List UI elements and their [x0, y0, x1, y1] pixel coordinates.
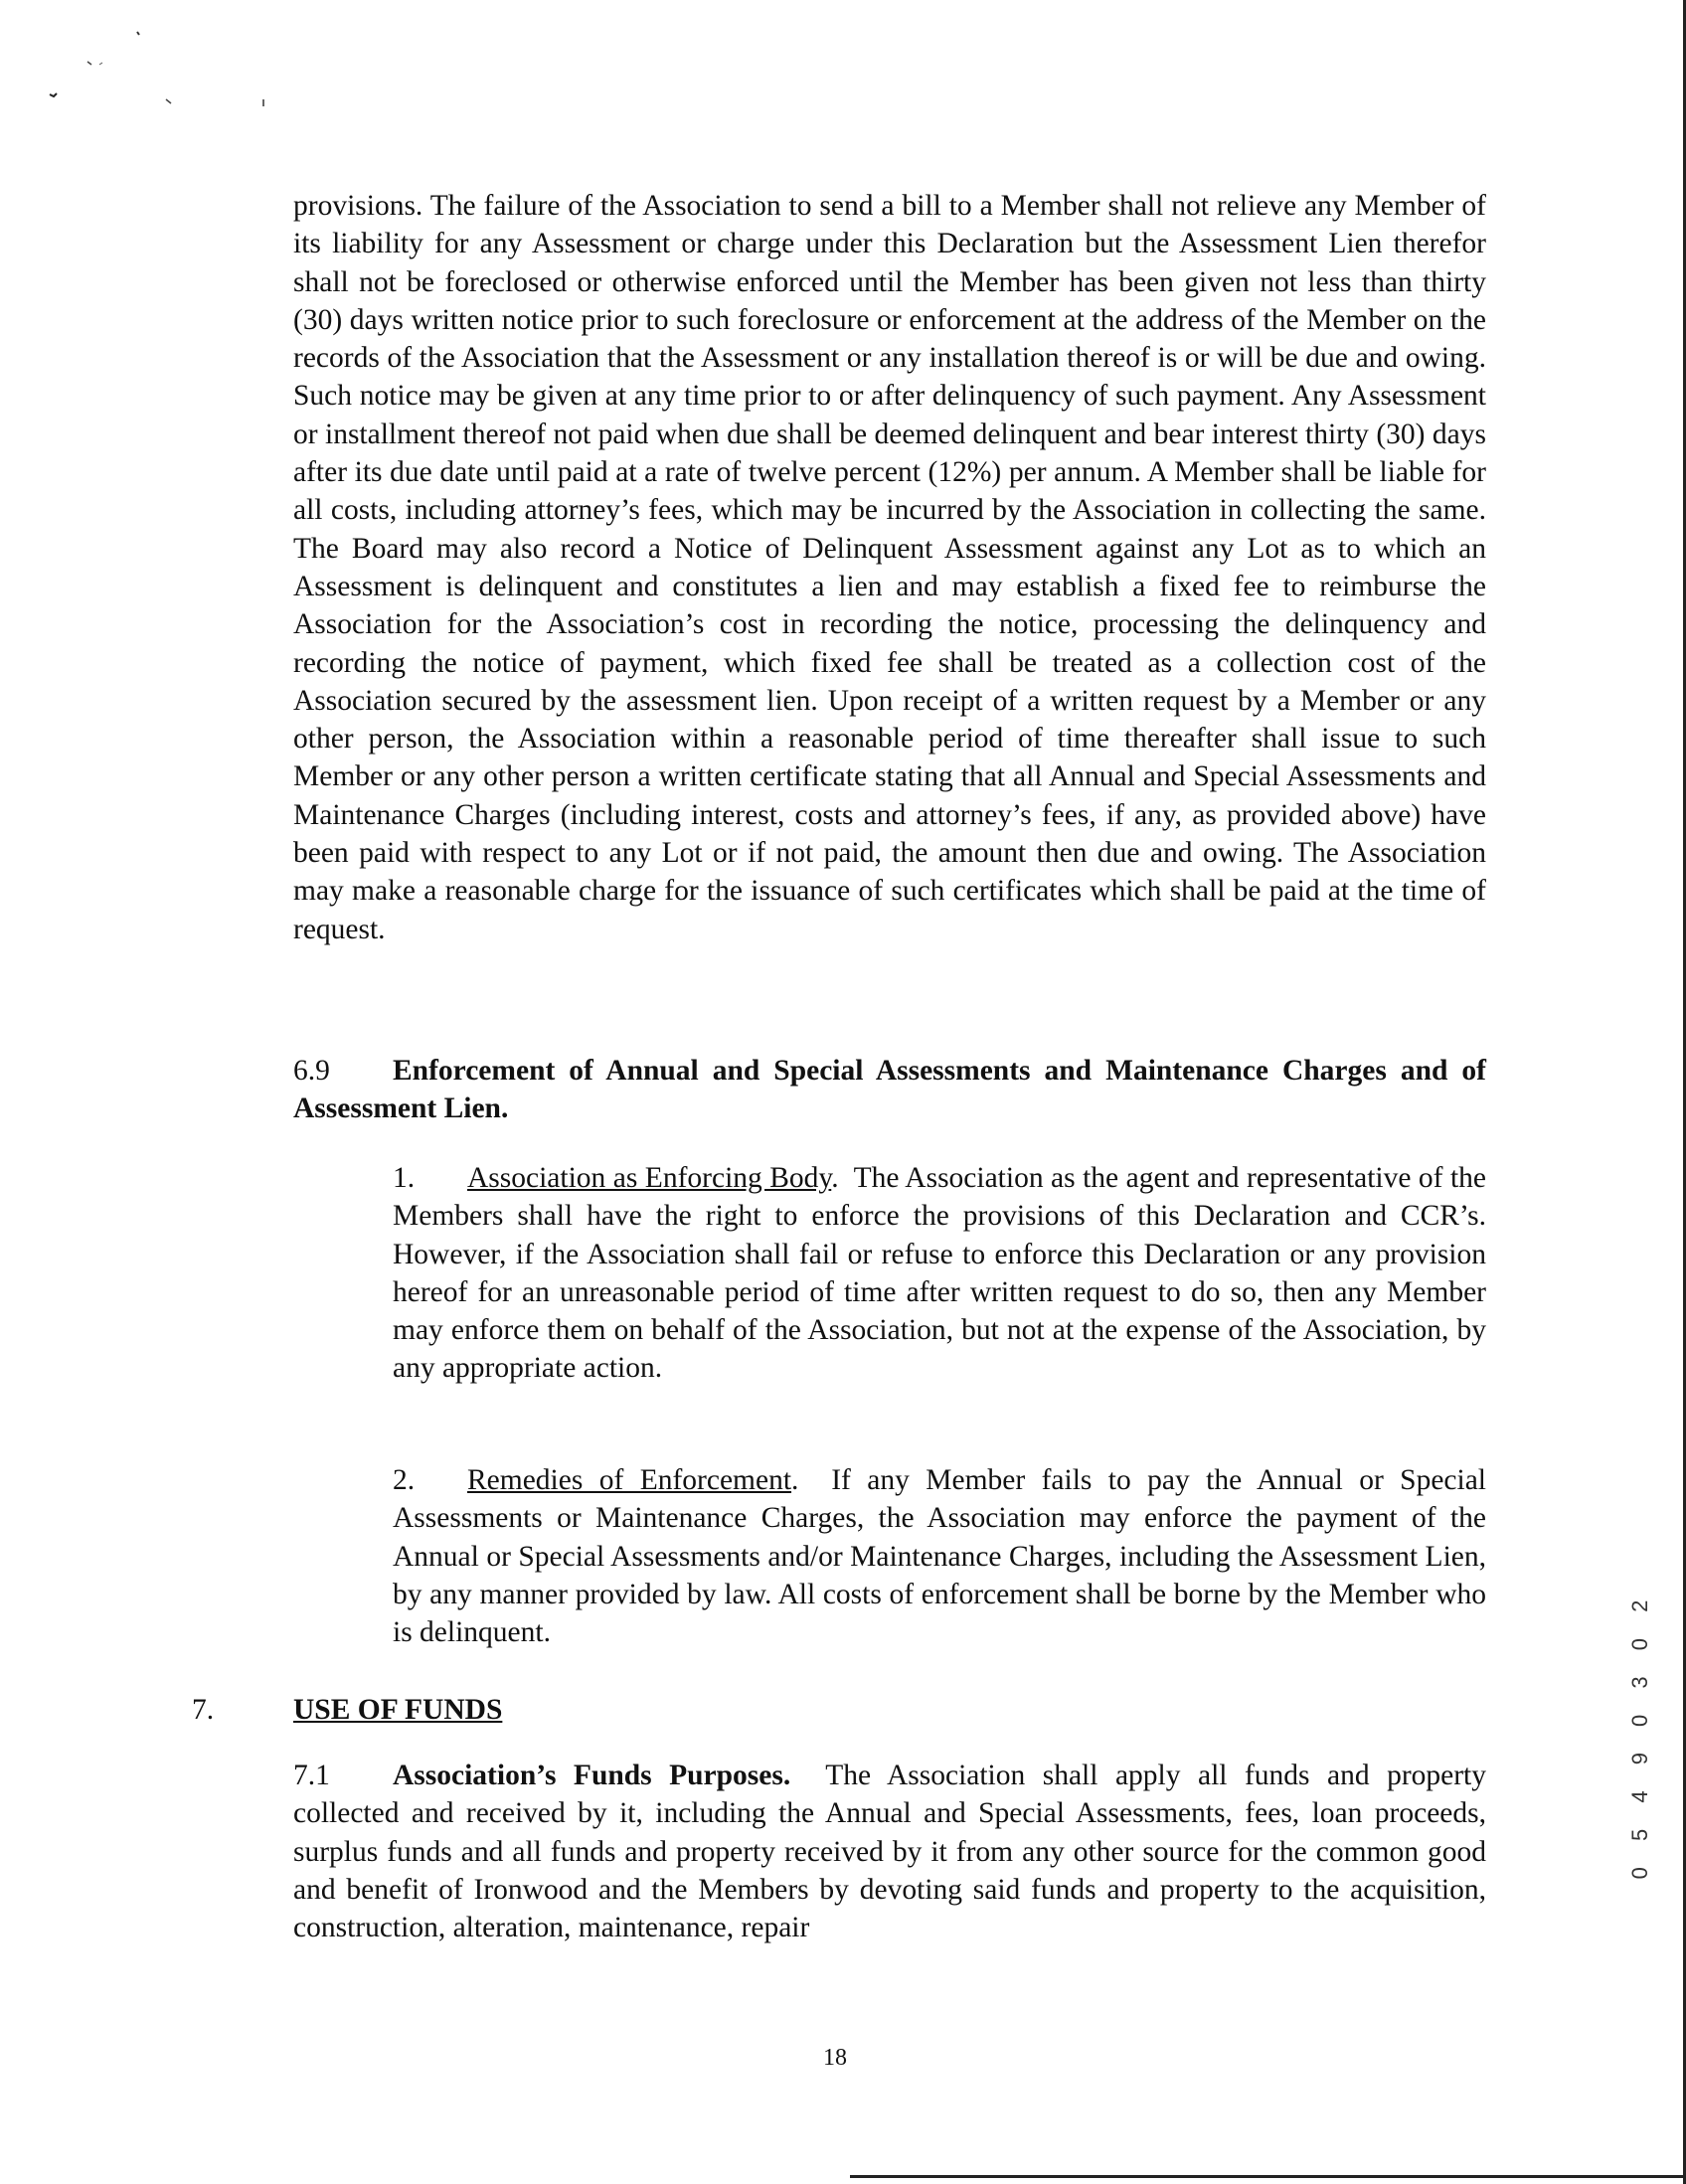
section-7-title: USE OF FUNDS [293, 1694, 503, 1726]
section-number: 6.9 [293, 1055, 330, 1087]
section-title: Enforcement of Annual and Special Assessments and Maintenance Charges and of Assessment Lien. [293, 1055, 1486, 1125]
continuation-paragraph: provisions. The failure of the Association to send a bill to a Member shall not relieve any Member of its liability for any Assessment or charge under this Declaration but the Assessment Lien therefor shall not be foreclosed or otherwise enforced until the Member has been given not less than thirty (30) days written notice prior to such foreclosure or enforcement at the address of the Member on the records of the Association that the Assessment or any installation thereof is or will be due and owing. Such notice may be given at any time prior to or after delinquency of such payment. Any Assessment or installment thereof not paid when due shall be deemed delinquent and bear interest thirty (30) days after its due date until paid at a rate of twelve percent (12%) per annum. A Member shall be liable for all costs, including attorney’s fees, which may be incurred by the Association in collecting the same. The Board may also record a Notice of Delinquent Assessment against any Lot as to which an Assessment is delinquent and constitutes a lien and may establish a fixed fee to reimburse the Association for the Association’s cost in recording the notice, processing the delinquency and recording the notice of payment, which fixed fee shall be treated as a collection cost of the Association secured by the assessment lien. Upon receipt of a written request by a Member or any other person, the Association within a reasonable period of time thereafter shall issue to such Member or any other person a written certificate stating that all Annual and Special Assessments and Maintenance Charges (including interest, costs and attorney’s fees, if any, as provided above) have been paid with respect to any Lot or if not paid, the amount then due and owing. The Association may make a reasonable charge for the issuance of such certificates which shall be paid at the time of request. [293, 190, 1486, 945]
section-6-9-heading [293, 1052, 1486, 1128]
item-heading: Remedies of Enforcement [467, 1464, 792, 1496]
item-text: If any Member fails to pay the Annual or Special Assessments or Maintenance Charges, the Association may enforce the payment of the Annual or Special Assessments and/or Maintenance Charges, including the Assessment Lien, by any manner provided by law. All costs of enforcement shall be borne by the Member who is delinquent. [393, 1464, 1487, 1649]
section-7-1-paragraph [293, 1757, 1486, 1946]
side-recording-stamp [1620, 1561, 1660, 1909]
section-text: The Association shall apply all funds and property collected and received by it, including the Annual and Special Assessments, fees, loan proceeds, surplus funds and all funds and property received by it from any other source for the common good and benefit of Ironwood and the Members by devoting said funds and property to the acquisition, construction, alteration, maintenance, repair [293, 1760, 1487, 1944]
scan-specks [0, 0, 298, 129]
section-7-number: 7. [192, 1694, 215, 1726]
page-bottom-edge [850, 2175, 1686, 2178]
section-number: 7.1 [293, 1760, 330, 1791]
enforcement-item-1 [393, 1159, 1486, 1388]
side-stamp-text: 0 5 4 9 0 3 0 2 [1627, 1590, 1652, 1880]
page-number: 18 [823, 2045, 847, 2071]
item-number: 2. [393, 1464, 416, 1496]
item-heading-punct: . [791, 1464, 799, 1496]
enforcement-item-2 [393, 1461, 1486, 1651]
item-heading-punct: . [831, 1162, 839, 1194]
item-heading: Association as Enforcing Body [467, 1162, 832, 1194]
item-text: The Association as the agent and representative of the Members shall have the right to enforce the provisions of this Declaration and CCR’s. However, if the Association shall fail or refuse to enforce this Declaration or any provision hereof for an unreasonable period of time after written request to do so, then any Member may enforce them on behalf of the Association, but not at the expense of the Association, by any appropriate action. [393, 1162, 1486, 1385]
section-title: Association’s Funds Purposes. [393, 1760, 791, 1791]
item-number: 1. [393, 1162, 416, 1194]
